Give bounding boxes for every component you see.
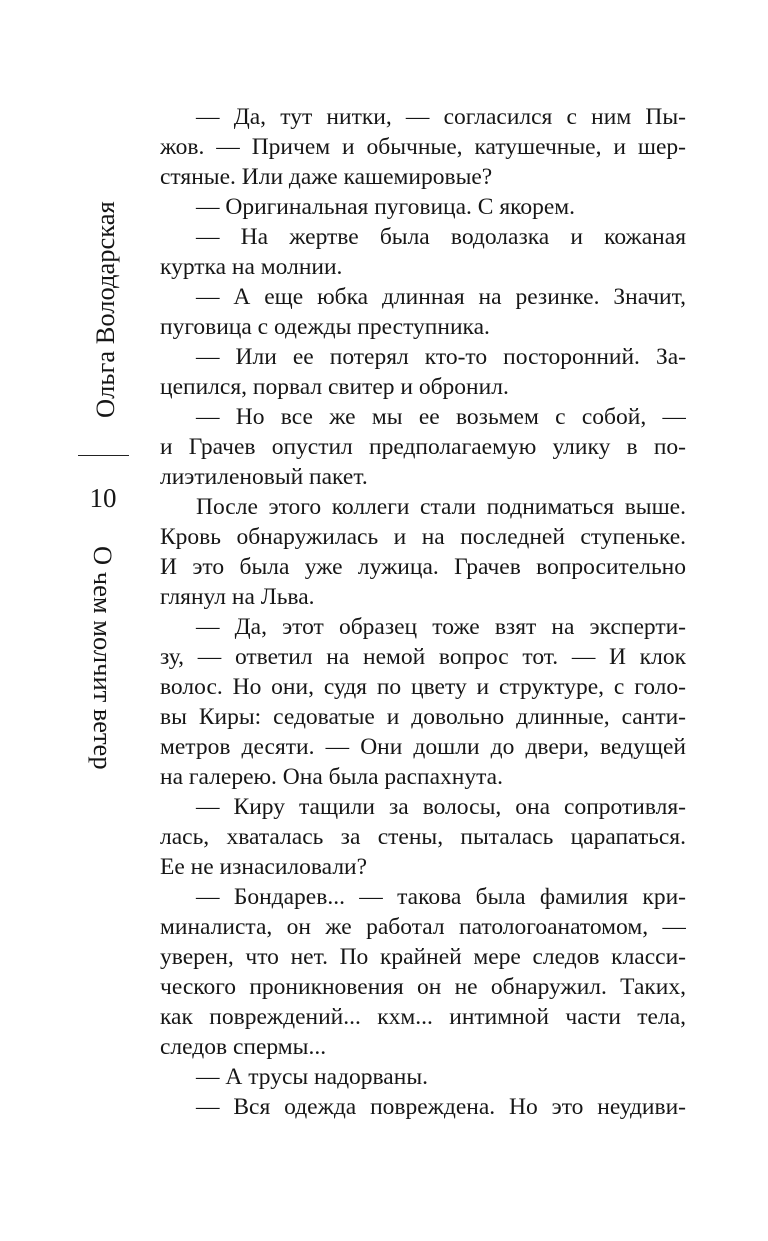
text-line: — А еще юбка длинная на резинке. Значит,: [196, 284, 686, 310]
text-line: — Да, этот образец тоже взят на эксперти-: [196, 614, 686, 640]
text-line: пуговица с одежды преступника.: [160, 314, 490, 340]
text-line: — Вся одежда повреждена. Но это неудиви-: [196, 1094, 686, 1120]
text-line: — Да, тут нитки, — согласился с ним Пы-: [196, 104, 686, 130]
text-line: И это была уже лужица. Грачев вопросительно: [160, 554, 686, 580]
text-line: лась, хваталась за стены, пыталась царапаться.: [160, 824, 686, 850]
text-line: — Или ее потерял кто-то посторонний. За-: [196, 344, 686, 370]
text-line: зу, — ответил на немой вопрос тот. — И клок: [160, 644, 686, 670]
text-line: — А трусы надорваны.: [196, 1064, 428, 1090]
text-line: метров десяти. — Они дошли до двери, ведущей: [160, 734, 686, 760]
paragraph: [160, 1092, 686, 1122]
paragraph: [160, 402, 686, 492]
text-line: Ее не изнасиловали?: [160, 854, 368, 880]
paragraph: [160, 282, 686, 342]
paragraph: [160, 612, 686, 792]
paragraph: [160, 792, 686, 882]
text-line: следов спермы...: [160, 1034, 327, 1060]
text-line: — Киру тащили за волосы, она сопротивля-: [196, 794, 686, 820]
text-line: — На жертве была водолазка и кожаная: [196, 224, 686, 250]
text-line: волос. Но они, судя по цвету и структуре, с голо-: [160, 674, 686, 700]
text-line: стяные. Или даже кашемировые?: [160, 164, 493, 190]
text-line: ческого проникновения он не обнаружил. Таких,: [160, 974, 686, 1000]
text-line: После этого коллеги стали подниматься выше.: [196, 494, 686, 520]
paragraph: [160, 222, 686, 282]
text-line: — Оригинальная пуговица. С якорем.: [196, 194, 576, 220]
paragraph: [160, 492, 686, 612]
page-number: 10: [89, 483, 117, 513]
running-head-divider: [78, 455, 129, 456]
text-line: Кровь обнаружилась и на последней ступеньке.: [160, 524, 686, 550]
author-name: Ольга Володарская: [90, 201, 120, 419]
paragraph: [160, 342, 686, 402]
paragraph: [160, 102, 686, 192]
book-title: О чем молчит ветер: [88, 546, 118, 770]
text-line: куртка на молнии.: [160, 254, 343, 280]
text-line: вы Киры: седоватые и довольно длинные, санти-: [160, 704, 686, 730]
text-line: лиэтиленовый пакет.: [160, 464, 368, 490]
text-line: на галерею. Она была распахнута.: [160, 764, 503, 790]
text-line: уверен, что нет. По крайней мере следов класси-: [160, 944, 686, 970]
paragraph: [160, 1062, 686, 1092]
text-line: глянул на Льва.: [160, 584, 315, 610]
text-line: и Грачев опустил предполагаемую улику в по-: [160, 434, 686, 460]
text-line: жов. — Причем и обычные, катушечные, и шер-: [160, 134, 686, 160]
body-text: [160, 102, 686, 1122]
text-line: миналиста, он же работал патологоанатомом, —: [160, 914, 686, 940]
paragraph: [160, 192, 686, 222]
text-line: цепился, порвал свитер и обронил.: [160, 374, 509, 400]
running-head: [0, 0, 140, 1241]
paragraph: [160, 882, 686, 1062]
text-line: как повреждений... кхм... интимной части тела,: [160, 1004, 686, 1030]
text-line: — Бондарев... — такова была фамилия кри-: [196, 884, 686, 910]
text-line: — Но все же мы ее возьмем с собой, —: [196, 404, 686, 430]
